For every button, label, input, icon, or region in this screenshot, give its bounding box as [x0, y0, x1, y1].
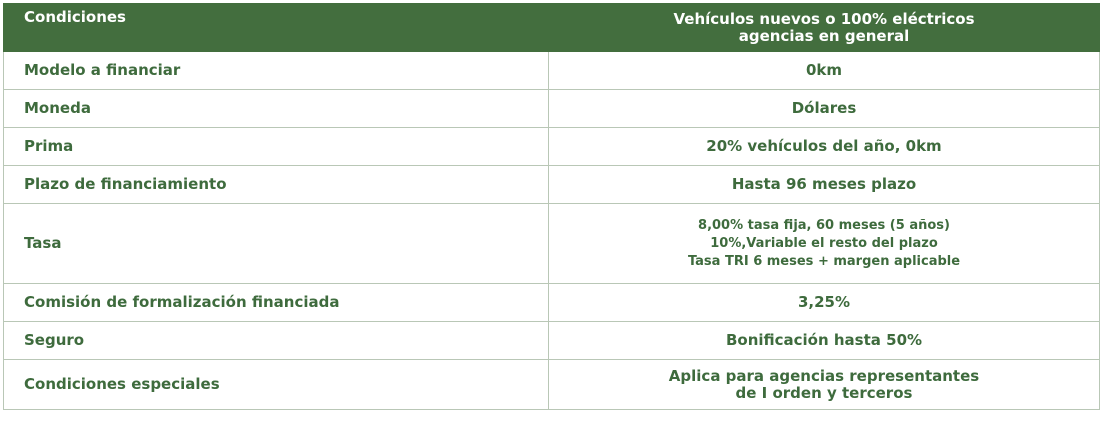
row-value — [549, 166, 1100, 204]
row-value-line: Bonificación hasta 50% — [725, 331, 923, 349]
row-label: Tasa — [4, 204, 549, 284]
row-label: Moneda — [4, 90, 549, 128]
table-row-comision — [4, 284, 1100, 322]
header-vehicles-line-2: agencias en general — [738, 26, 910, 45]
header-vehicles — [549, 4, 1100, 52]
row-value — [549, 90, 1100, 128]
table-row-prima — [4, 128, 1100, 166]
table-row-seguro — [4, 322, 1100, 360]
conditions-table — [3, 3, 1100, 410]
row-value — [549, 322, 1100, 360]
table-row-moneda — [4, 90, 1100, 128]
table-row-tasa — [4, 204, 1100, 284]
row-value-line: 0km — [805, 61, 843, 79]
table-row-modelo — [4, 52, 1100, 90]
row-value-line: de I orden y terceros — [735, 383, 913, 402]
header-vehicles-line-1: Vehículos nuevos o 100% eléctricos — [673, 9, 975, 28]
row-label: Plazo de financiamiento — [4, 166, 549, 204]
row-value-line: Tasa TRI 6 meses + margen aplicable — [687, 253, 961, 269]
row-value-line: Hasta 96 meses plazo — [731, 175, 917, 193]
row-value-line: 8,00% tasa fija, 60 meses (5 años) — [698, 217, 950, 233]
row-value-line: Aplica para agencias representantes — [668, 366, 980, 385]
table-row-plazo — [4, 166, 1100, 204]
header-conditions: Condiciones — [4, 4, 549, 52]
row-value — [549, 360, 1100, 410]
row-value — [549, 128, 1100, 166]
row-value — [549, 204, 1100, 284]
row-value — [549, 52, 1100, 90]
row-label: Prima — [4, 128, 549, 166]
header-row — [4, 4, 1100, 52]
table-row-condiciones-especiales — [4, 360, 1100, 410]
row-value-line: 10%,Variable el resto del plazo — [710, 235, 938, 251]
row-label: Condiciones especiales — [4, 360, 549, 410]
row-value-line: Dólares — [791, 99, 857, 117]
row-label: Modelo a financiar — [4, 52, 549, 90]
row-label: Comisión de formalización financiada — [4, 284, 549, 322]
row-label: Seguro — [4, 322, 549, 360]
row-value-line: 3,25% — [797, 293, 851, 311]
row-value-line: 20% vehículos del año, 0km — [706, 137, 942, 155]
row-value — [549, 284, 1100, 322]
